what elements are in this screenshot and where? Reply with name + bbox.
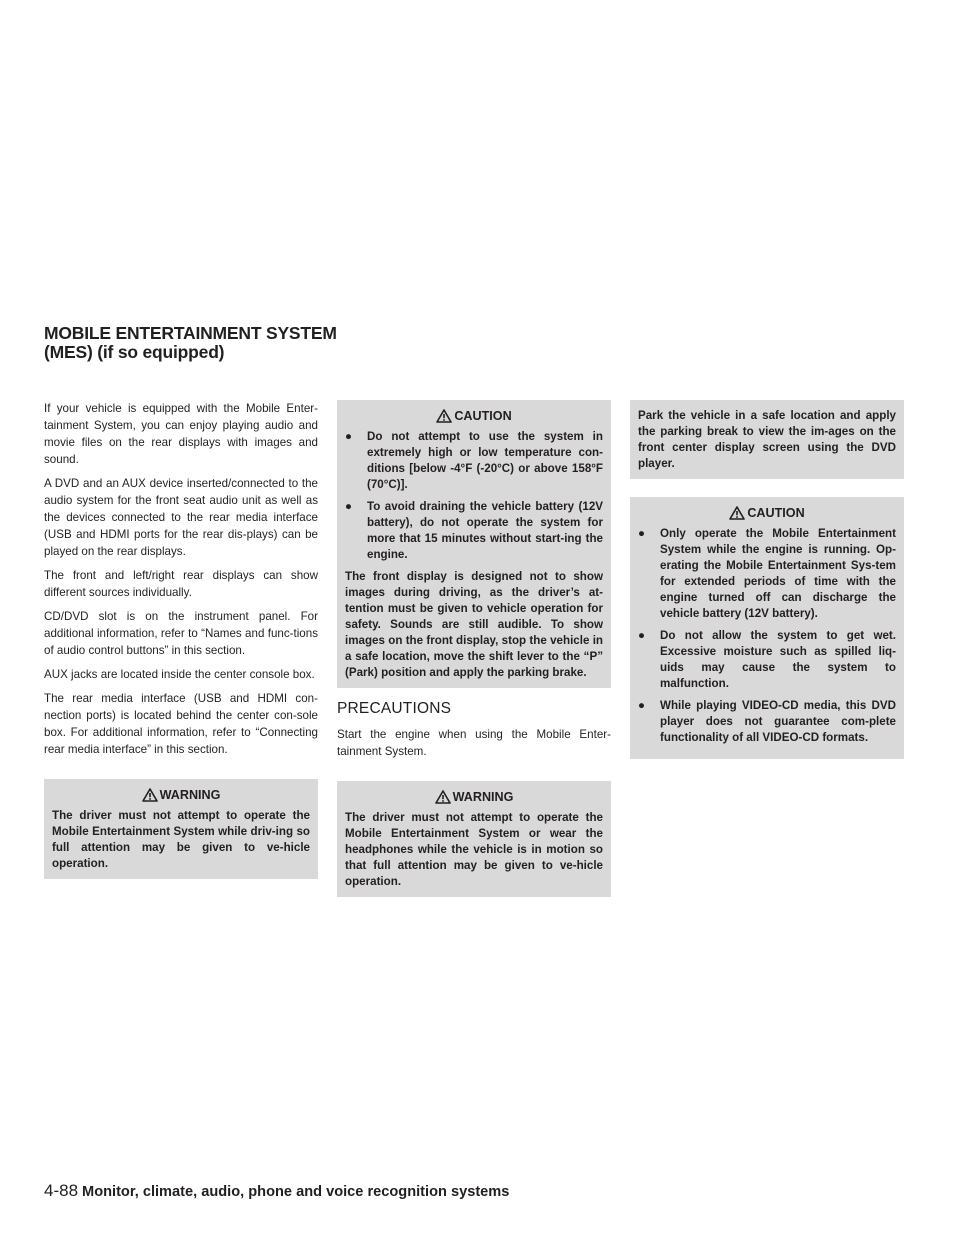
precautions-heading: PRECAUTIONS: [337, 700, 452, 717]
caution-heading: [345, 407, 603, 425]
intro-paragraph-4: CD/DVD slot is on the instrument panel. For additional information, refer to “Names and func-tions of audio control buttons” in this section.: [44, 610, 318, 657]
list-item: [345, 429, 603, 493]
warning-text: The driver must not attempt to operate the Mobile Entertainment System while driv-ing so full attention may be given to ve-hicle operation.: [52, 809, 310, 870]
bullet-icon: ●: [345, 500, 353, 513]
bullet-icon: ●: [638, 629, 646, 642]
list-item: [638, 526, 896, 622]
warning-label: WARNING: [452, 790, 514, 804]
list-item: [345, 499, 603, 563]
intro-paragraph-1: If your vehicle is equipped with the Mobile Enter-tainment System, you can enjoy playing audio and movie files on the rear displays with images and sound.: [44, 402, 318, 466]
section-title-line1: MOBILE ENTERTAINMENT SYSTEM: [44, 323, 337, 343]
list-item: [638, 698, 896, 746]
caution-box-1: [337, 400, 611, 688]
continued-text: Park the vehicle in a safe location and apply the parking break to view the im-ages on the front center display screen using the DVD player.: [638, 409, 896, 470]
section-title-line2: (MES) (if so equipped): [44, 342, 225, 362]
intro-paragraph-5: AUX jacks are located inside the center console box.: [44, 668, 315, 681]
page-number: 4-88: [44, 1181, 79, 1200]
column-2: [337, 400, 611, 897]
chapter-title: Monitor, climate, audio, phone and voice recognition systems: [82, 1184, 510, 1200]
caution-label: CAUTION: [454, 409, 512, 423]
bullet-icon: ●: [638, 527, 646, 540]
warning-label: WARNING: [159, 788, 221, 802]
bullet-text: While playing VIDEO-CD media, this DVD player does not guarantee com-plete functionality of all VIDEO-CD formats.: [660, 699, 896, 744]
page-footer: [44, 1181, 509, 1201]
warning-text: The driver must not attempt to operate the Mobile Entertainment System or wear the headphones while the vehicle is in motion so that full attention may be given to ve-hicle operation.: [345, 811, 603, 888]
list-item: [638, 628, 896, 692]
caution-box-2: [630, 497, 904, 759]
caution-text: The front display is designed not to show images during driving, as the driver’s at-tention must be given to vehicle operation for safety. Sounds are still audible. To show images on the front display, stop the vehicle in a safe location, move the shift lever to the “P” (Park) position and apply the parking brake.: [345, 570, 603, 679]
warning-heading: [52, 786, 310, 804]
section-title: [44, 324, 464, 362]
warning-triangle-icon: [435, 790, 451, 804]
warning-triangle-icon: [142, 788, 158, 802]
bullet-icon: ●: [638, 699, 646, 712]
intro-paragraph-2: A DVD and an AUX device inserted/connected to the audio system for the front seat audio unit as well as the devices connected to the rear media interface (USB and HDMI ports for the rear dis-plays) can be played on the rear displays.: [44, 477, 318, 558]
caution-bullet-list: [345, 429, 603, 563]
warning-box-1: [44, 779, 318, 879]
bullet-text: Only operate the Mobile Entertainment System while the engine is running. Op-erating the Mobile Entertainment Sys-tem for extended periods of time with the engine turned off can discharge the vehicle battery (12V battery).: [660, 527, 896, 620]
intro-paragraph-3: The front and left/right rear displays can show different sources individually.: [44, 569, 318, 599]
bullet-text: Do not attempt to use the system in extremely high or low temperature con-ditions [below -4°F (-20°C) or above 158°F (70°C)].: [367, 430, 603, 491]
warning-triangle-icon: [436, 409, 452, 423]
precautions-paragraph: Start the engine when using the Mobile Enter-tainment System.: [337, 728, 611, 758]
caution-bullet-list: [638, 526, 896, 746]
warning-box-2: [337, 781, 611, 897]
warning-heading: [345, 788, 603, 806]
caution-label: CAUTION: [747, 506, 805, 520]
caution-heading: [638, 504, 896, 522]
bullet-text: To avoid draining the vehicle battery (12V battery), do not operate the system for more that 15 minutes without start-ing the engine.: [367, 500, 603, 561]
column-1: [44, 400, 318, 879]
continued-notice-box: [630, 400, 904, 479]
bullet-text: Do not allow the system to get wet. Excessive moisture such as spilled liq-uids may cause the system to malfunction.: [660, 629, 896, 690]
intro-paragraph-6: The rear media interface (USB and HDMI con-nection ports) is located behind the center con-sole box. For additional information, refer to “Connecting rear media interface” in this section.: [44, 692, 318, 756]
warning-triangle-icon: [729, 506, 745, 520]
column-3: [630, 400, 904, 759]
bullet-icon: ●: [345, 430, 353, 443]
